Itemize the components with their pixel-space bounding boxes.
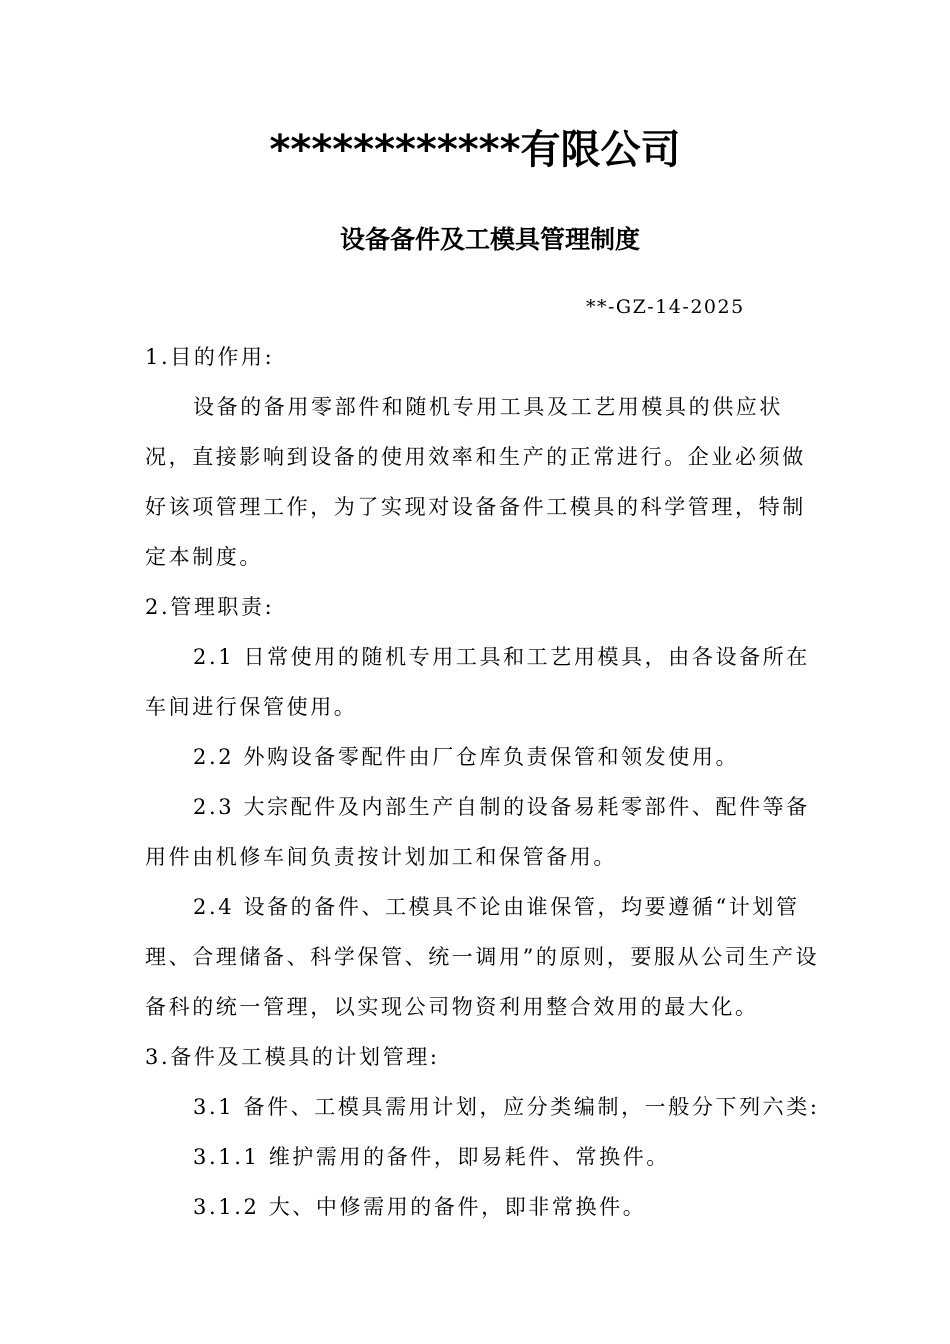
body-paragraph: 2.1 日常使用的随机专用工具和工艺用模具，由各设备所在车间进行保管使用。 (145, 645, 810, 719)
body-paragraph: 3.1.2 大、中修需用的备件，即非常换件。 (193, 1195, 647, 1219)
section-heading: 1.目的作用: (145, 345, 275, 369)
document-code: **-GZ-14-2025 (586, 296, 745, 318)
company-name: ************有限公司 (269, 127, 681, 173)
body-paragraph: 3.1.1 维护需用的备件，即易耗件、常换件。 (193, 1145, 670, 1169)
body-paragraph: 设备的备用零部件和随机专用工具及工艺用模具的供应状况，直接影响到设备的使用效率和生产的正常进行。企业必须做好该项管理工作，为了实现对设备备件工模具的科学管理，特制定本制度。 (145, 395, 806, 569)
document-title: 设备备件及工模具管理制度 (339, 225, 640, 254)
body-paragraph: 2.3 大宗配件及内部生产自制的设备易耗零部件、配件等备用件由机修车间负责按计划加工和保管备用。 (145, 795, 810, 869)
section-heading: 2.管理职责: (145, 595, 275, 619)
body-paragraph: 2.4 设备的备件、工模具不论由谁保管，均要遵循“计划管理、合理储备、科学保管、统一调用”的原则，要服从公司生产设备科的统一管理，以实现公司物资利用整合效用的最大化。 (145, 895, 820, 1019)
body-paragraph: 3.1 备件、工模具需用计划，应分类编制，一般分下列六类: (193, 1095, 820, 1119)
section-heading: 3.备件及工模具的计划管理: (145, 1045, 440, 1069)
body-paragraph: 2.2 外购设备零配件由厂仓库负责保管和领发使用。 (193, 745, 740, 769)
document-body (145, 332, 825, 1232)
